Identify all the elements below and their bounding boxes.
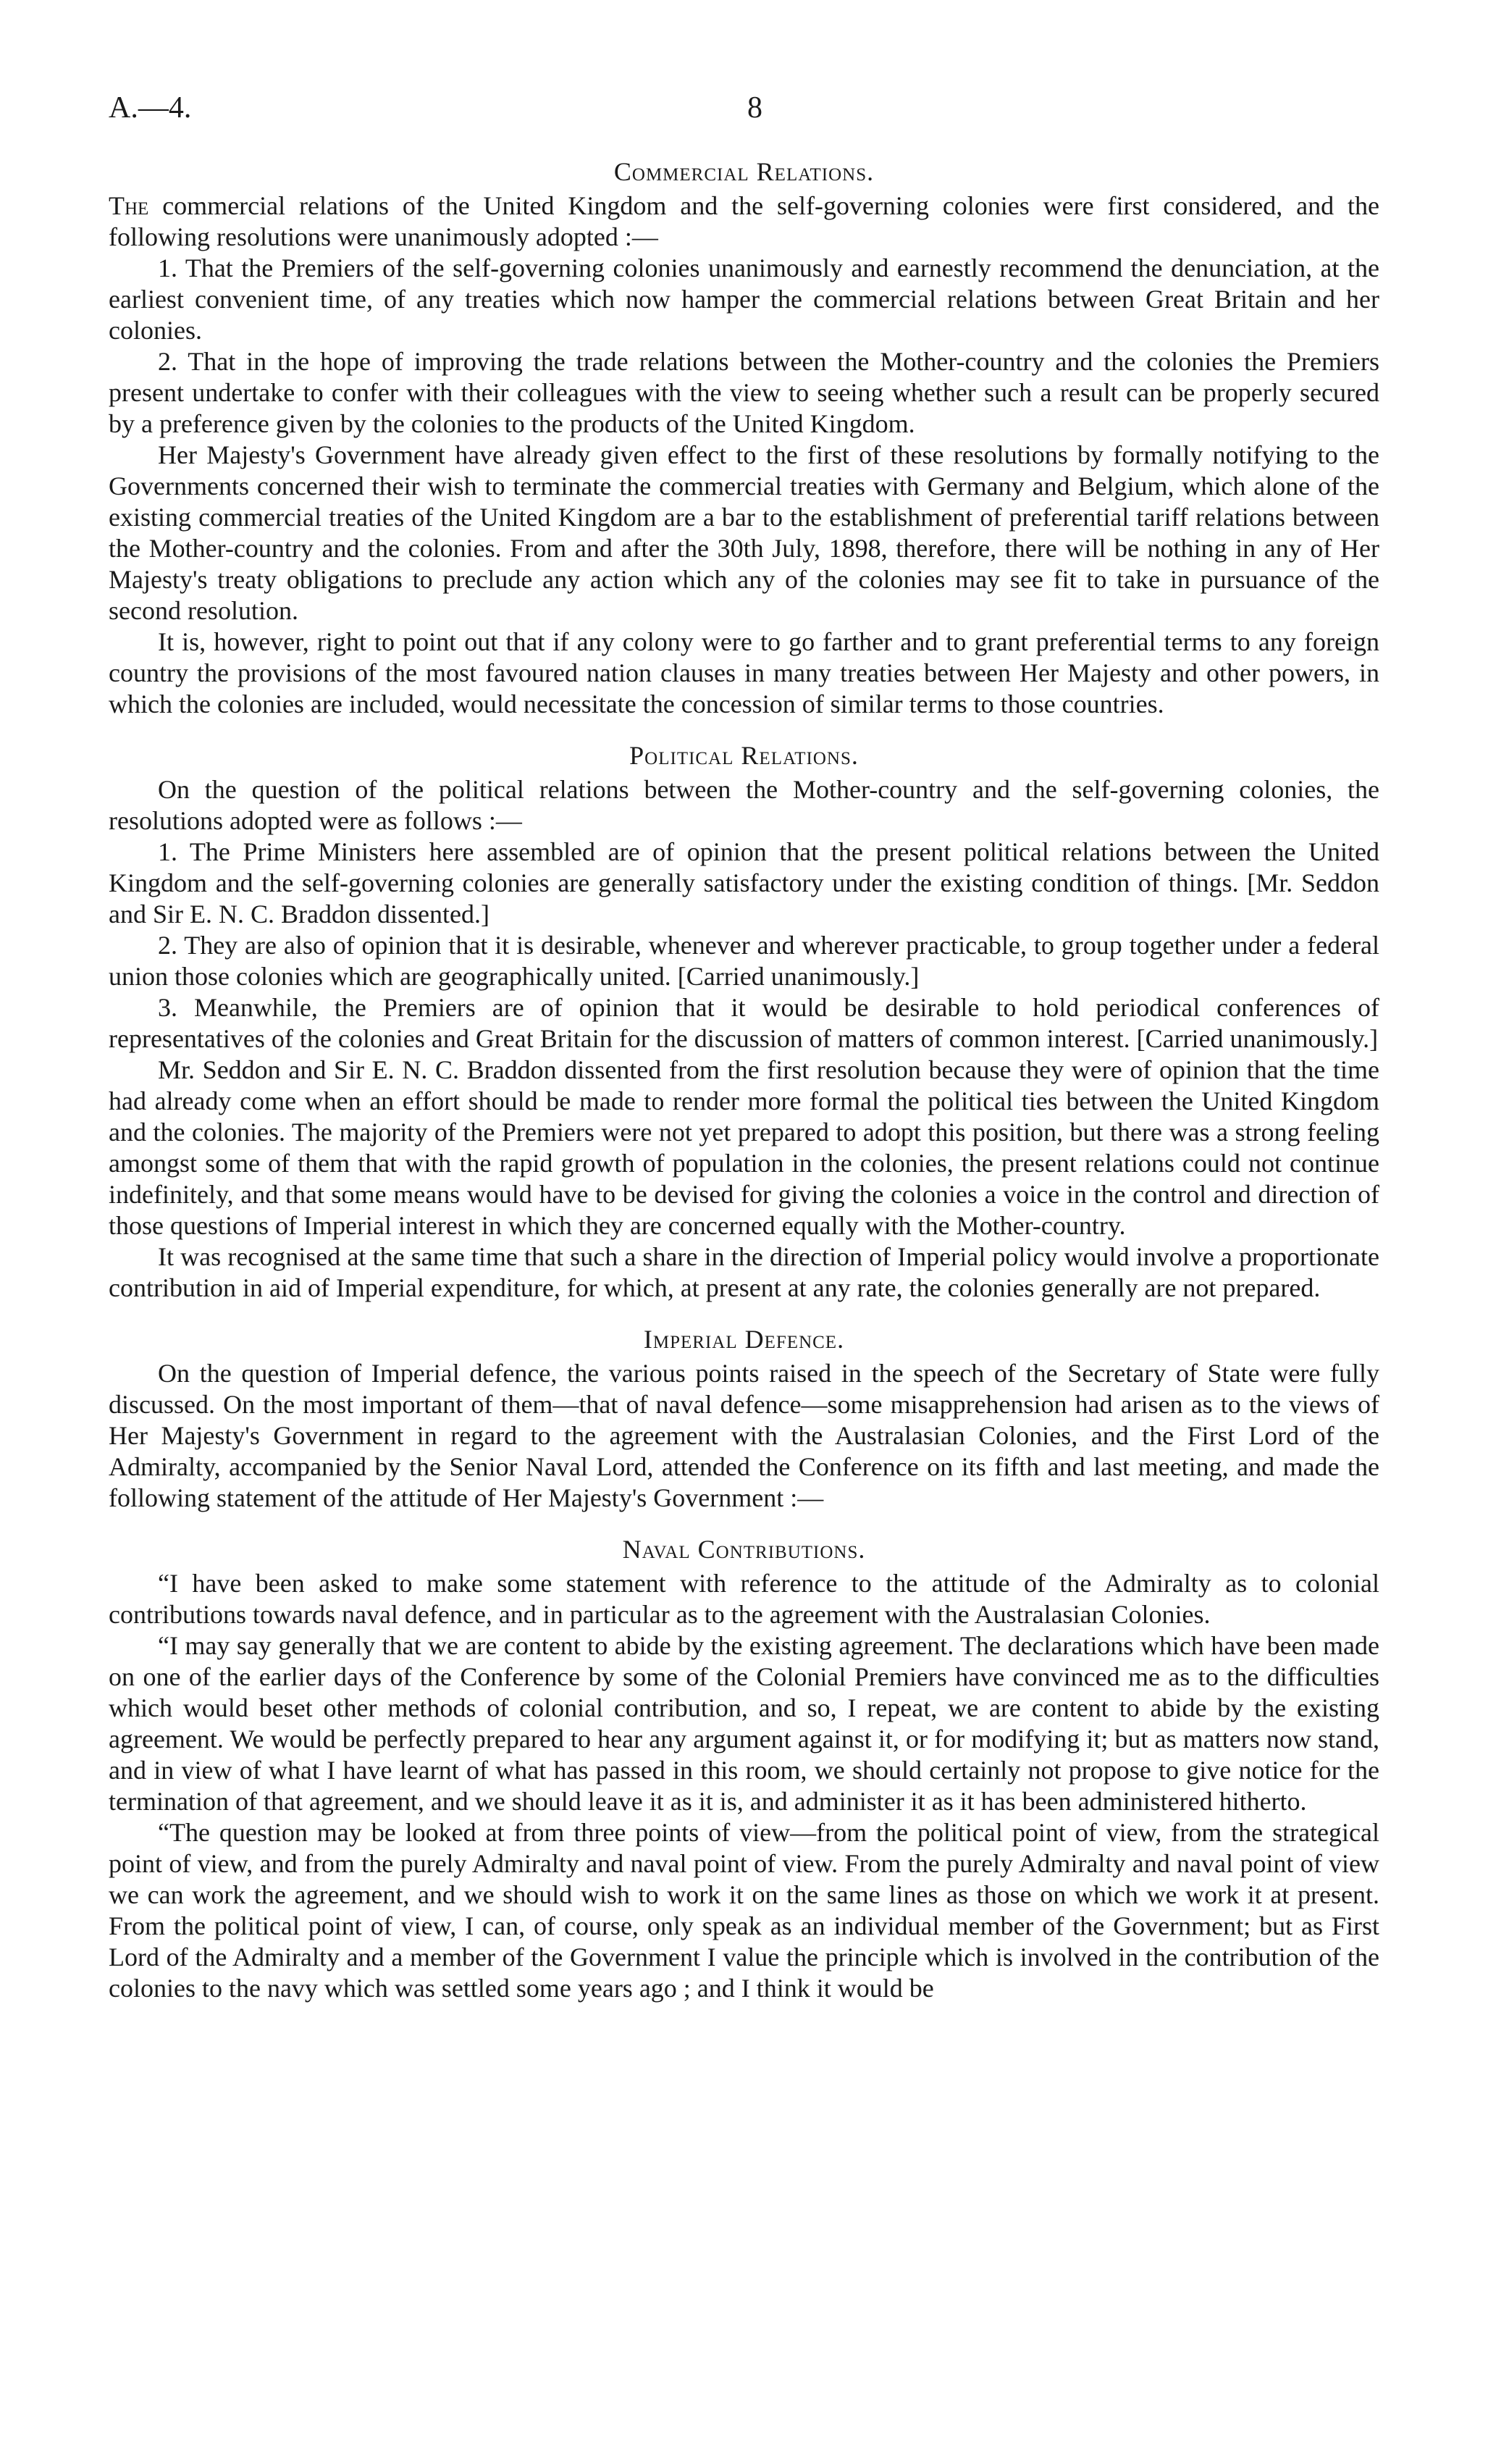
section-heading-naval-contributions: Naval Contributions. (622, 1535, 866, 1564)
page-number: 8 (747, 91, 762, 125)
paragraph: Her Majesty's Government have already given effect to the first of these resolutions by formally notifying to the Governments concerned their wish to terminate the commercial treaties with Germany and Belgium, which alone of the existing commercial treaties of the United Kingdom are a bar to the establishment of preferential tariff relations between the Mother-country and the colonies. From and after the 30th July, 1898, therefore, there will be nothing in any of Her Majesty's treaty obligations to preclude any action which any of the colonies may see fit to take in pursuance of the second resolution. (109, 440, 1379, 625)
document-page (109, 93, 1379, 2004)
section-heading-political: Political Relations. (629, 741, 859, 770)
paragraph: Mr. Seddon and Sir E. N. C. Braddon dissented from the first resolution because they were of opinion that the time had already come when an effort should be made to render more formal the political ties between the United Kingdom and the colonies. The majority of the Premiers were not yet prepared to adopt this position, but there was a strong feeling amongst some of them that with the rapid growth of population in the colonies, the present relations could not continue indefinitely, and that some means would have to be devised for giving the colonies a voice in the control and direction of those questions of Imperial interest in which they are concerned equally with the Mother-country. (109, 1055, 1379, 1240)
lead-word: The (109, 191, 149, 220)
paragraph: The commercial relations of the United Kingdom and the self-governing colonies were first considered, and the following resolutions were unanimously adopted :— (109, 191, 1379, 251)
paragraph: On the question of Imperial defence, the various points raised in the speech of the Secretary of State were fully discussed. On the most important of them—that of naval defence—some misapprehension had arisen as to the views of Her Majesty's Government in regard to the agreement with the Australasian Colonies, and the First Lord of the Admiralty, accompanied by the Senior Naval Lord, attended the Conference on its fifth and last meeting, and made the following statement of the attitude of Her Majesty's Government :— (109, 1359, 1379, 1512)
resolution-item: 3. Meanwhile, the Premiers are of opinion that it would be desirable to hold periodical conferences of representatives of the colonies and Great Britain for the discussion of matters of common interest. [Carried unanimously.] (109, 993, 1379, 1053)
section-heading-commercial: Commercial Relations. (613, 157, 875, 186)
paragraph: It is, however, right to point out that if any colony were to go farther and to grant preferential terms to any foreign country the provisions of the most favoured nation clauses in many treaties between Her Majesty and other powers, in which the colonies are included, would necessitate the concession of similar terms to those countries. (109, 627, 1379, 718)
paragraph: On the question of the political relations between the Mother-country and the self-governing colonies, the resolutions adopted were as follows :— (109, 775, 1379, 835)
resolution-item: 1. That the Premiers of the self-governing colonies unanimously and earnestly recommend the denunciation, at the earliest convenient time, of any treaties which now hamper the commercial relations between Great Britain and her colonies. (109, 253, 1379, 345)
resolution-item: 2. They are also of opinion that it is desirable, whenever and wherever practicable, to group together under a federal union those colonies which are geographically united. [Carried unanimously.] (109, 931, 1379, 991)
resolution-item: 2. That in the hope of improving the trade relations between the Mother-country and the colonies the Premiers present undertake to confer with their colleagues with the view to seeing whether such a result can be properly secured by a preference given by the colonies to the products of the United Kingdom. (109, 347, 1379, 438)
quoted-paragraph: “The question may be looked at from three points of view—from the political point of view, from the strategical point of view, and from the purely Admiralty and naval point of view. From the purely Admiralty and naval point of view we can work the agreement, and we should wish to work it on the same lines as those on which we work it at present. From the political point of view, I can, of course, only speak as an individual member of the Government; but as First Lord of the Admiralty and a member of the Government I value the principle which is involved in the contribution of the colonies to the navy which was settled some years ago ; and I think it would be (109, 1818, 1379, 2003)
document-reference: A.—4. (109, 91, 192, 125)
quoted-paragraph: “I may say generally that we are content to abide by the existing agreement. The declarations which have been made on one of the earlier days of the Conference by some of the Colonial Premiers have convinced me as to the difficulties which would beset other methods of colonial contribution, and so, I repeat, we are content to abide by the existing agreement. We would be perfectly prepared to hear any argument against it, or for modifying it; but as matters now stand, and in view of what I have learnt of what has passed in this room, we should certainly not propose to give notice for the termination of that agreement, and we should leave it as it is, and administer it as it has been administered hitherto. (109, 1631, 1379, 1816)
section-heading-imperial-defence: Imperial Defence. (643, 1325, 845, 1354)
resolution-item: 1. The Prime Ministers here assembled are of opinion that the present political relations between the United Kingdom and the self-governing colonies are generally satisfactory under the existing condition of things. [Mr. Seddon and Sir E. N. C. Braddon dissented.] (109, 837, 1379, 929)
quoted-paragraph: “I have been asked to make some statement with reference to the attitude of the Admiralty as to colonial contributions towards naval defence, and in particular as to the agreement with the Australasian Colonies. (109, 1569, 1379, 1629)
paragraph: It was recognised at the same time that such a share in the direction of Imperial policy would involve a proportionate contribution in aid of Imperial expenditure, for which, at present at any rate, the colonies generally are not prepared. (109, 1242, 1379, 1302)
page-header (109, 93, 1379, 136)
